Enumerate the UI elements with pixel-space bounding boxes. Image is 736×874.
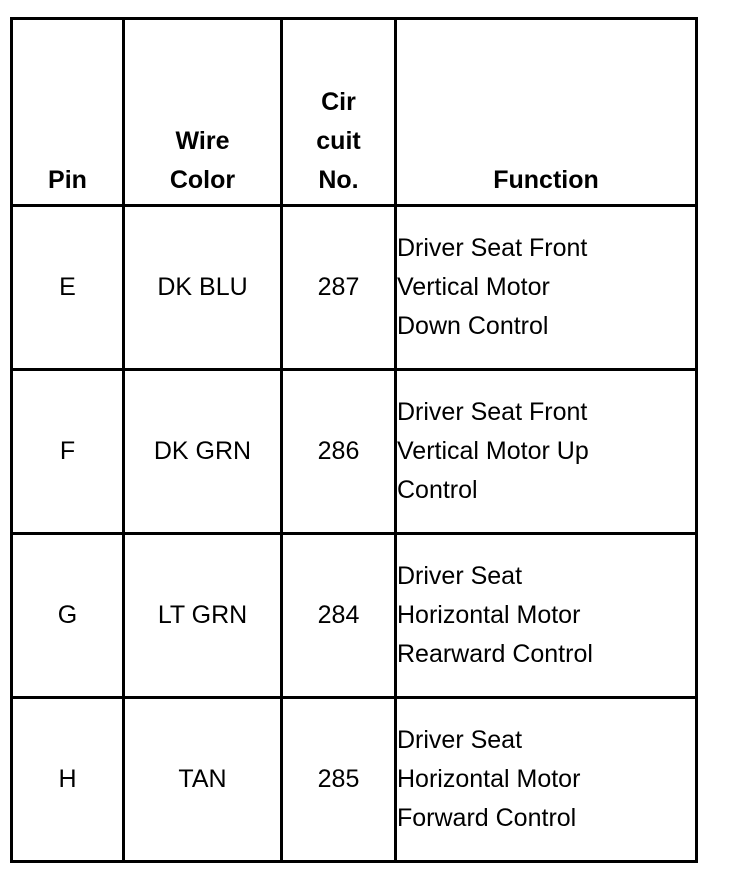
circuit-cell: 284 <box>282 534 396 698</box>
header-pin <box>12 19 124 206</box>
function-line: Down Control <box>397 312 549 340</box>
function-cell <box>396 534 697 698</box>
header-wire-color <box>124 19 282 206</box>
header-wire-color-line: Wire <box>175 127 230 155</box>
function-line: Rearward Control <box>397 640 593 668</box>
pin-cell: F <box>12 370 124 534</box>
function-line: Control <box>397 476 478 504</box>
function-cell <box>396 698 697 862</box>
function-line: Driver Seat <box>397 726 523 754</box>
function-line: Driver Seat Front <box>397 234 588 262</box>
header-circuit-line: No. <box>318 166 359 194</box>
table-row <box>12 370 697 534</box>
wire-color-cell: DK BLU <box>124 206 282 370</box>
circuit-cell: 285 <box>282 698 396 862</box>
function-line: Horizontal Motor <box>397 765 581 793</box>
header-circuit-line: Cir <box>321 88 356 116</box>
header-circuit-no <box>282 19 396 206</box>
function-line: Forward Control <box>397 804 577 832</box>
wire-color-cell: DK GRN <box>124 370 282 534</box>
connector-pinout-table <box>10 17 698 863</box>
table-row <box>12 534 697 698</box>
wire-color-cell: LT GRN <box>124 534 282 698</box>
table-header-row <box>12 19 697 206</box>
header-function-line: Function <box>493 166 599 194</box>
function-line: Vertical Motor <box>397 273 550 301</box>
circuit-cell: 286 <box>282 370 396 534</box>
header-function <box>396 19 697 206</box>
function-line: Driver Seat Front <box>397 398 588 426</box>
function-line: Driver Seat <box>397 562 523 590</box>
pin-cell: E <box>12 206 124 370</box>
function-line: Horizontal Motor <box>397 601 581 629</box>
header-pin-line: Pin <box>48 166 87 194</box>
pin-cell: H <box>12 698 124 862</box>
function-cell <box>396 206 697 370</box>
function-cell <box>396 370 697 534</box>
header-wire-color-line: Color <box>169 166 236 194</box>
circuit-cell: 287 <box>282 206 396 370</box>
pin-cell: G <box>12 534 124 698</box>
wire-color-cell: TAN <box>124 698 282 862</box>
function-line: Vertical Motor Up <box>397 437 589 465</box>
header-circuit-line: cuit <box>316 127 361 155</box>
table-row <box>12 206 697 370</box>
table-row <box>12 698 697 862</box>
